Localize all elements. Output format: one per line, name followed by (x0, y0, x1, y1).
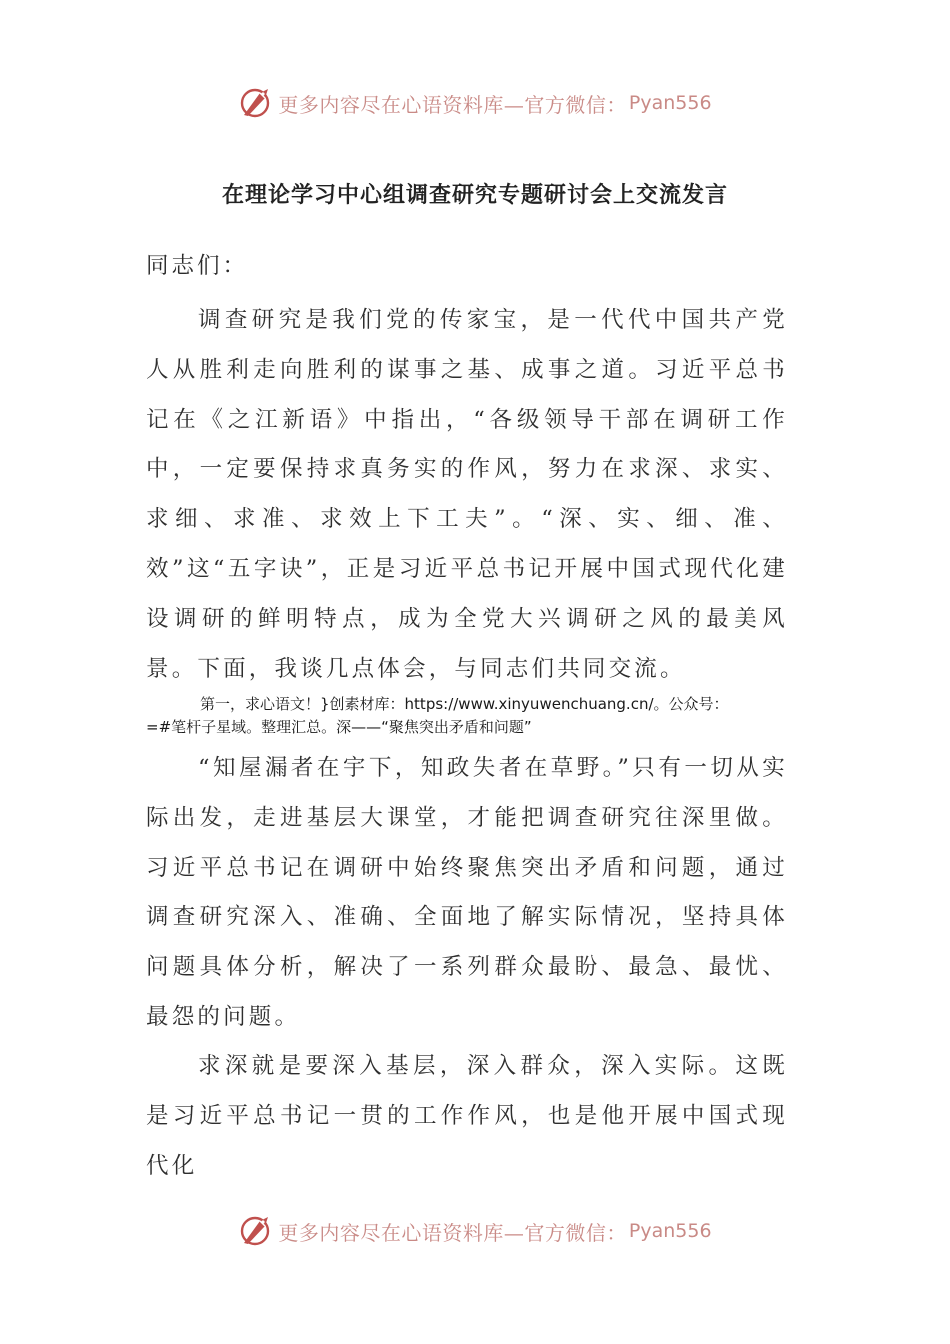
paragraph-3: 求深就是要深入基层，深入群众，深入实际。这既是习近平总书记一贯的工作作风，也是他开展中国式现代化 (146, 1053, 788, 1179)
footer-banner (0, 1211, 950, 1251)
paragraph-block-1 (146, 296, 788, 694)
header-banner-text: 更多内容尽在心语资料库—官方微信： (278, 92, 627, 117)
footer-wechat-id: Pyan556 (628, 1220, 712, 1242)
document-title: 在理论学习中心组调查研究专题研讨会上交流发言 (221, 183, 728, 208)
paragraph-block-2 (146, 744, 788, 1043)
header-banner (0, 83, 950, 123)
footer-banner-text: 更多内容尽在心语资料库—官方微信： (278, 1220, 627, 1245)
pen-nib-logo-icon (238, 85, 274, 121)
inline-note-line-1: 第一，求心语文！}创素材库：https://www.xinyuwenchuang.cn/。公众号： (200, 695, 729, 713)
paragraph-block-3 (146, 1042, 788, 1191)
header-wechat-id: Pyan556 (628, 92, 712, 114)
pen-nib-logo-icon (238, 1213, 274, 1249)
inline-note-line-2: =#笔杆子星域。整理汇总。深——“聚焦突出矛盾和问题” (146, 718, 532, 736)
salutation: 同志们： (146, 253, 249, 279)
paragraph-1: 调查研究是我们党的传家宝，是一代代中国共产党人从胜利走向胜利的谋事之基、成事之道。习近平总书记在《之江新语》中指出，“各级领导干部在调研工作中，一定要保持求真务实的作风，努力在求深、求实、求细、求准、求效上下工夫”。“深、实、细、准、效”这“五字诀”，正是习近平总书记开展中国式现代化建设调研的鲜明特点，成为全党大兴调研之风的最美风景。下面，我谈几点体会，与同志们共同交流。 (146, 307, 788, 682)
inline-note (146, 693, 816, 739)
paragraph-2: “知屋漏者在宇下，知政失者在草野。”只有一切从实际出发，走进基层大课堂，才能把调查研究往深里做。习近平总书记在调研中始终聚焦突出矛盾和问题，通过调查研究深入、准确、全面地了解实际情况，坚持具体问题具体分析，解决了一系列群众最盼、最急、最忧、最怨的问题。 (146, 755, 788, 1030)
